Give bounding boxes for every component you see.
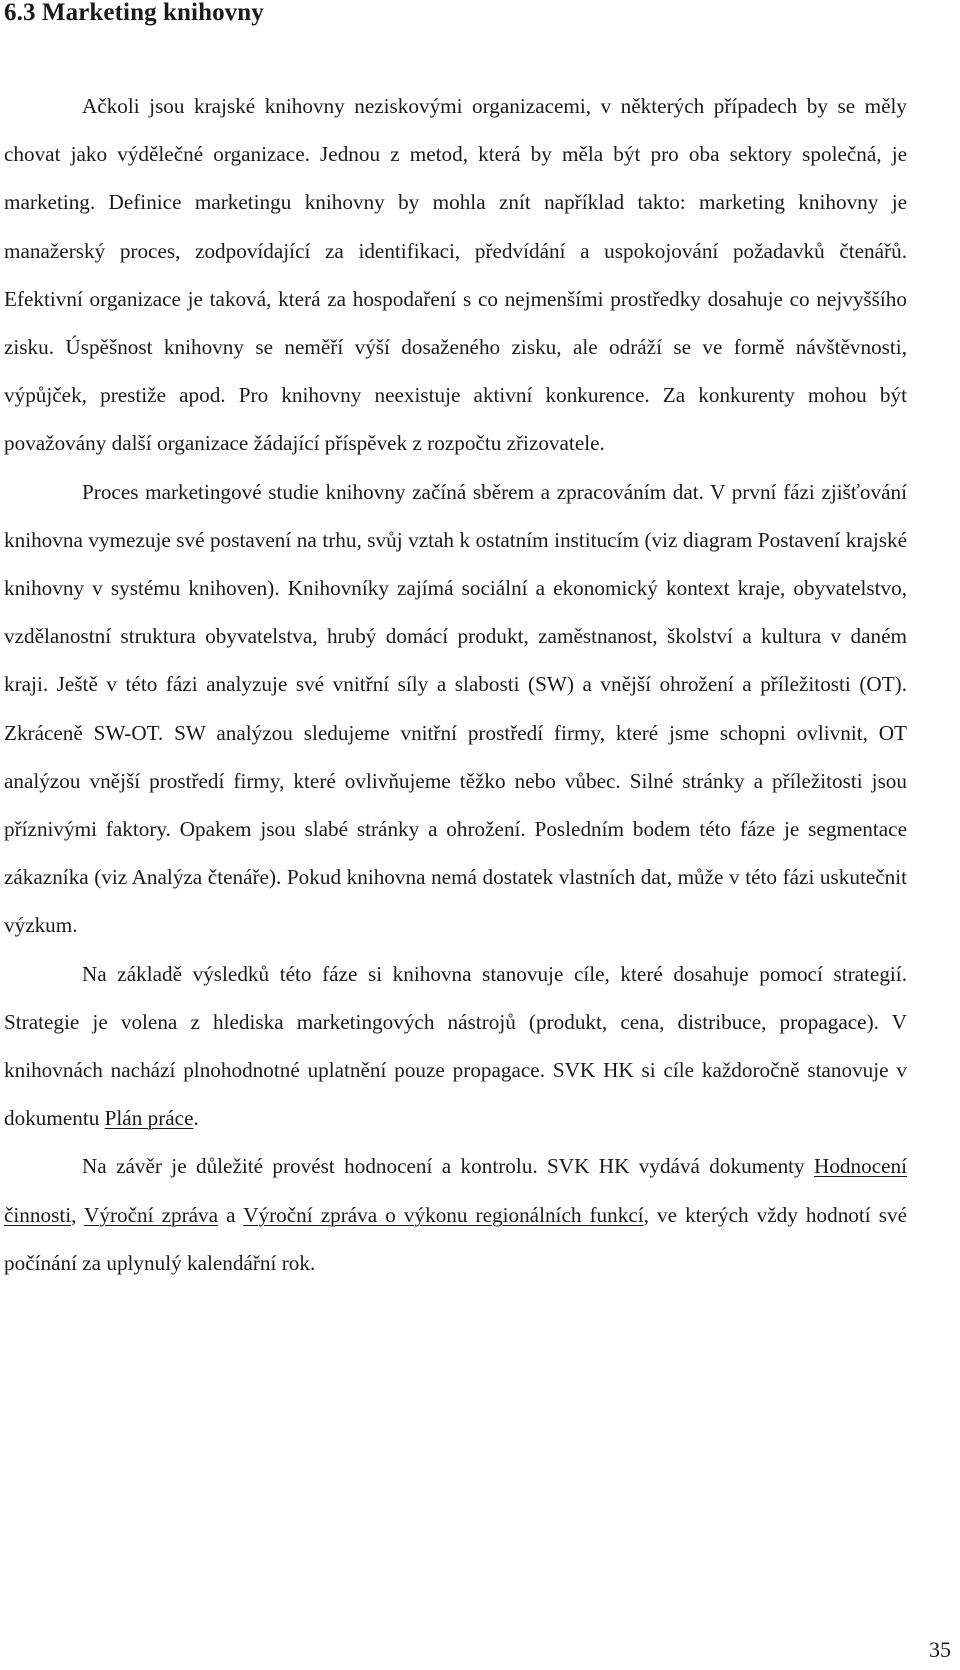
- separator-comma: ,: [71, 1202, 85, 1227]
- paragraph-analysis: Proces marketingové studie knihovny začíná sběrem a zpracováním dat. V první fázi zjišťování knihovna vymezuje své postavení na trhu, svůj vztah k ostatním institucím (viz diagram Postavení krajské knihovny v systému knihoven). Knihovníky zajímá sociální a ekonomický kontext kraje, obyvatelstvo, vzdělanostní struktura obyvatelstva, hrubý domácí produkt, zaměstnanost, školství a kultura v daném kraji. Ještě v této fázi analyzuje své vnitřní síly a slabosti (SW) a vnější ohrožení a příležitosti (OT). Zkráceně SW-OT. SW analýzou sledujeme vnitřní prostředí firmy, které jsme schopni ovlivnit, OT analýzou vnější prostředí firmy, které ovlivňujeme těžko nebo vůbec. Silné stránky a příležitosti jsou příznivými faktory. Opakem jsou slabé stránky a ohrožení. Posledním bodem této fáze je segmentace zákazníka (viz Analýza čtenáře). Pokud knihovna nemá dostatek vlastních dat, může v této fázi uskutečnit výzkum.: [4, 479, 907, 938]
- paragraph-evaluation-end: , ve kterých vždy hodnotí své počínání za uplynulý kalendářní rok.: [4, 1202, 907, 1275]
- section-body: [4, 82, 907, 1287]
- paragraph-evaluation-text: Na závěr je důležité provést hodnocení a kontrolu. SVK HK vydává dokumenty: [82, 1154, 815, 1179]
- paragraph-evaluation: [4, 1142, 907, 1287]
- section-heading: 6.3 Marketing knihovny: [4, 0, 264, 26]
- paragraph-intro: Ačkoli jsou krajské knihovny neziskovými organizacemi, v některých případech by se měly chovat jako výdělečné organizace. Jednou z metod, která by měla být pro oba sektory společná, je marketing. Definice marketingu knihovny by mohla znít například takto: marketing knihovny je manažerský proces, zodpovídající za identifikaci, předvídání a uspokojování požadavků čtenářů. Efektivní organizace je taková, která za hospodaření s co nejmenšími prostředky dosahuje co nejvyššího zisku. Úspěšnost knihovny se neměří výší dosaženého zisku, ale odráží se ve formě návštěvnosti, výpůjček, prestiže apod. Pro knihovny neexistuje aktivní konkurence. Za konkurenty mohou být považovány další organizace žádající příspěvek z rozpočtu zřizovatele.: [4, 94, 907, 456]
- separator-and: a: [218, 1202, 244, 1227]
- paragraph-strategy-end: .: [193, 1106, 199, 1131]
- page-number: 35: [929, 1637, 951, 1662]
- link-hodnoceni-cinnosti[interactable]: Hodnocení činnosti: [4, 1154, 907, 1227]
- link-vyrocni-zprava[interactable]: Výroční zpráva: [84, 1202, 219, 1227]
- paragraph-strategy: [4, 950, 907, 1143]
- link-vyrocni-zprava-regionalni-funkce[interactable]: Výroční zpráva o výkonu regionálních funkcí: [243, 1202, 644, 1227]
- paragraph-strategy-text: Na základě výsledků této fáze si knihovna stanovuje cíle, které dosahuje pomocí strategií. Strategie je volena z hlediska marketingových nástrojů (produkt, cena, distribuce, propagace). V knihovnách nachází plnohodnotné uplatnění pouze propagace. SVK HK si cíle každoročně stanovuje v dokumentu: [4, 961, 907, 1131]
- link-plan-prace[interactable]: Plán práce: [104, 1106, 194, 1131]
